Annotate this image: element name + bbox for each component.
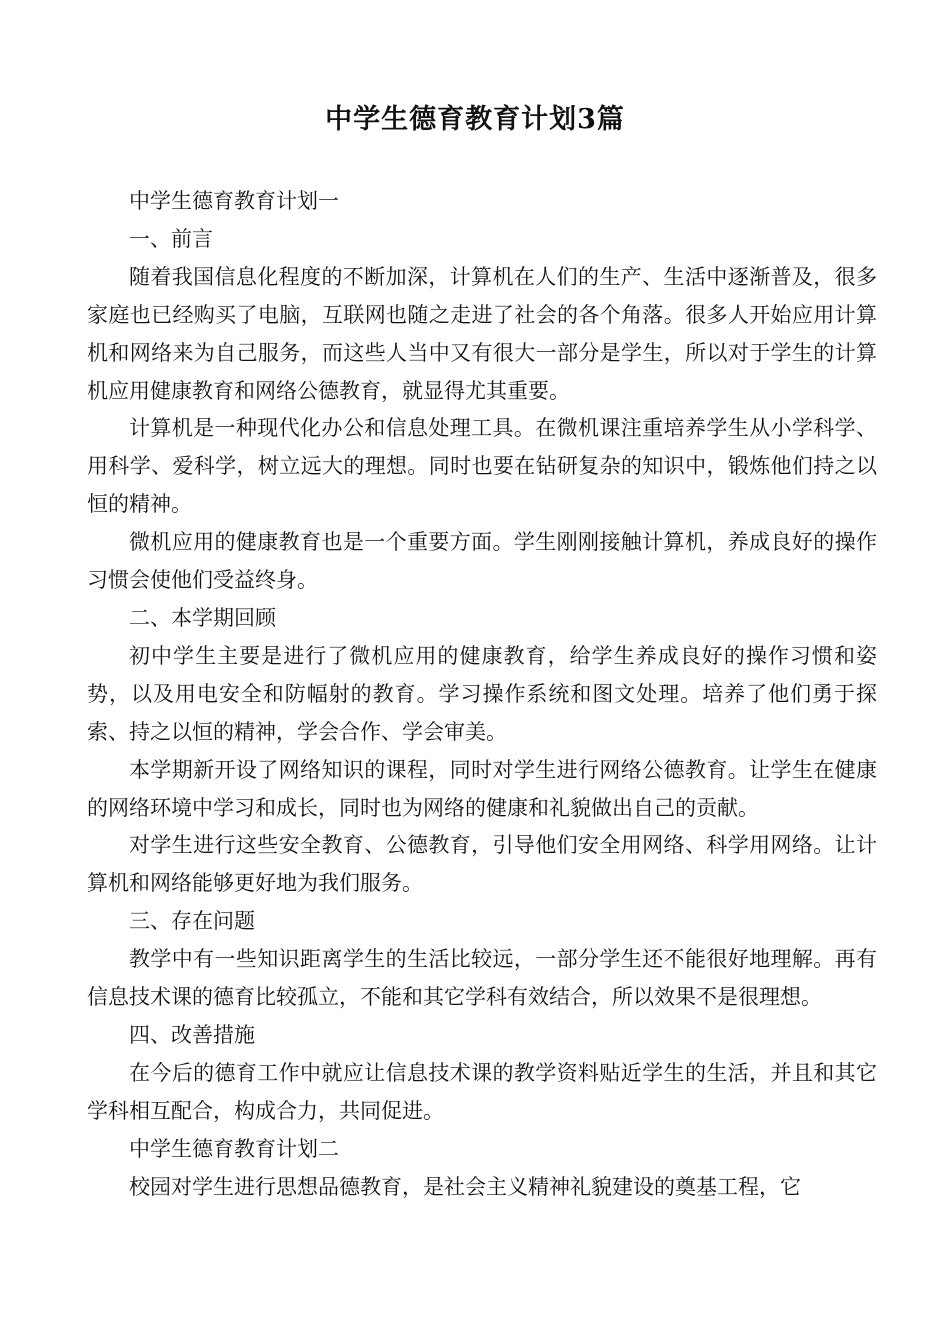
- section-heading-plan-two: 中学生德育教育计划二: [129, 1136, 339, 1161]
- paragraph: 教学中有一些知识距离学生的生活比较远，一部分学生还不能很好地理解。再有信息技术课的德育比较孤立，不能和其它学科有效结合，所以效果不是很理想。: [87, 947, 877, 1010]
- section-heading-review: 二、本学期回顾: [129, 605, 276, 630]
- paragraph: 计算机是一种现代化办公和信息处理工具。在微机课注重培养学生从小学科学、用科学、爱科学，树立远大的理想。同时也要在钻研复杂的知识中，锻炼他们持之以恒的精神。: [87, 416, 877, 517]
- document-title: 中学生德育教育计划3篇: [325, 104, 625, 135]
- document-body: [87, 183, 877, 1206]
- paragraph: 本学期新开设了网络知识的课程，同时对学生进行网络公德教育。让学生在健康的网络环境中学习和成长，同时也为网络的健康和礼貌做出自己的贡献。: [87, 757, 877, 820]
- section-heading-plan-one: 中学生德育教育计划一: [129, 189, 339, 213]
- section-heading-problems: 三、存在问题: [129, 909, 255, 934]
- section-heading-measures: 四、改善措施: [129, 1022, 255, 1047]
- paragraph: 在今后的德育工作中就应让信息技术课的教学资料贴近学生的生活，并且和其它学科相互配合，构成合力，共同促进。: [87, 1060, 877, 1123]
- paragraph: 初中学生主要是进行了微机应用的健康教育，给学生养成良好的操作习惯和姿势，以及用电安全和防幅射的教育。学习操作系统和图文处理。培养了他们勇于探索、持之以恒的精神，学会合作、学会审美。: [87, 643, 877, 744]
- paragraph: 校园对学生进行思想品德教育，是社会主义精神礼貌建设的奠基工程，它: [129, 1174, 801, 1199]
- section-heading-preface: 一、前言: [129, 226, 213, 251]
- paragraph: 对学生进行这些安全教育、公德教育，引导他们安全用网络、科学用网络。让计算机和网络能够更好地为我们服务。: [87, 833, 877, 896]
- paragraph: 微机应用的健康教育也是一个重要方面。学生刚刚接触计算机，养成良好的操作习惯会使他们受益终身。: [87, 530, 877, 593]
- paragraph: 随着我国信息化程度的不断加深，计算机在人们的生产、生活中逐渐普及，很多家庭也已经购买了电脑，互联网也随之走进了社会的各个角落。很多人开始应用计算机和网络来为自己服务，而这些人当中又有很大一部分是学生，所以对于学生的计算机应用健康教育和网络公德教育，就显得尤其重要。: [87, 264, 877, 403]
